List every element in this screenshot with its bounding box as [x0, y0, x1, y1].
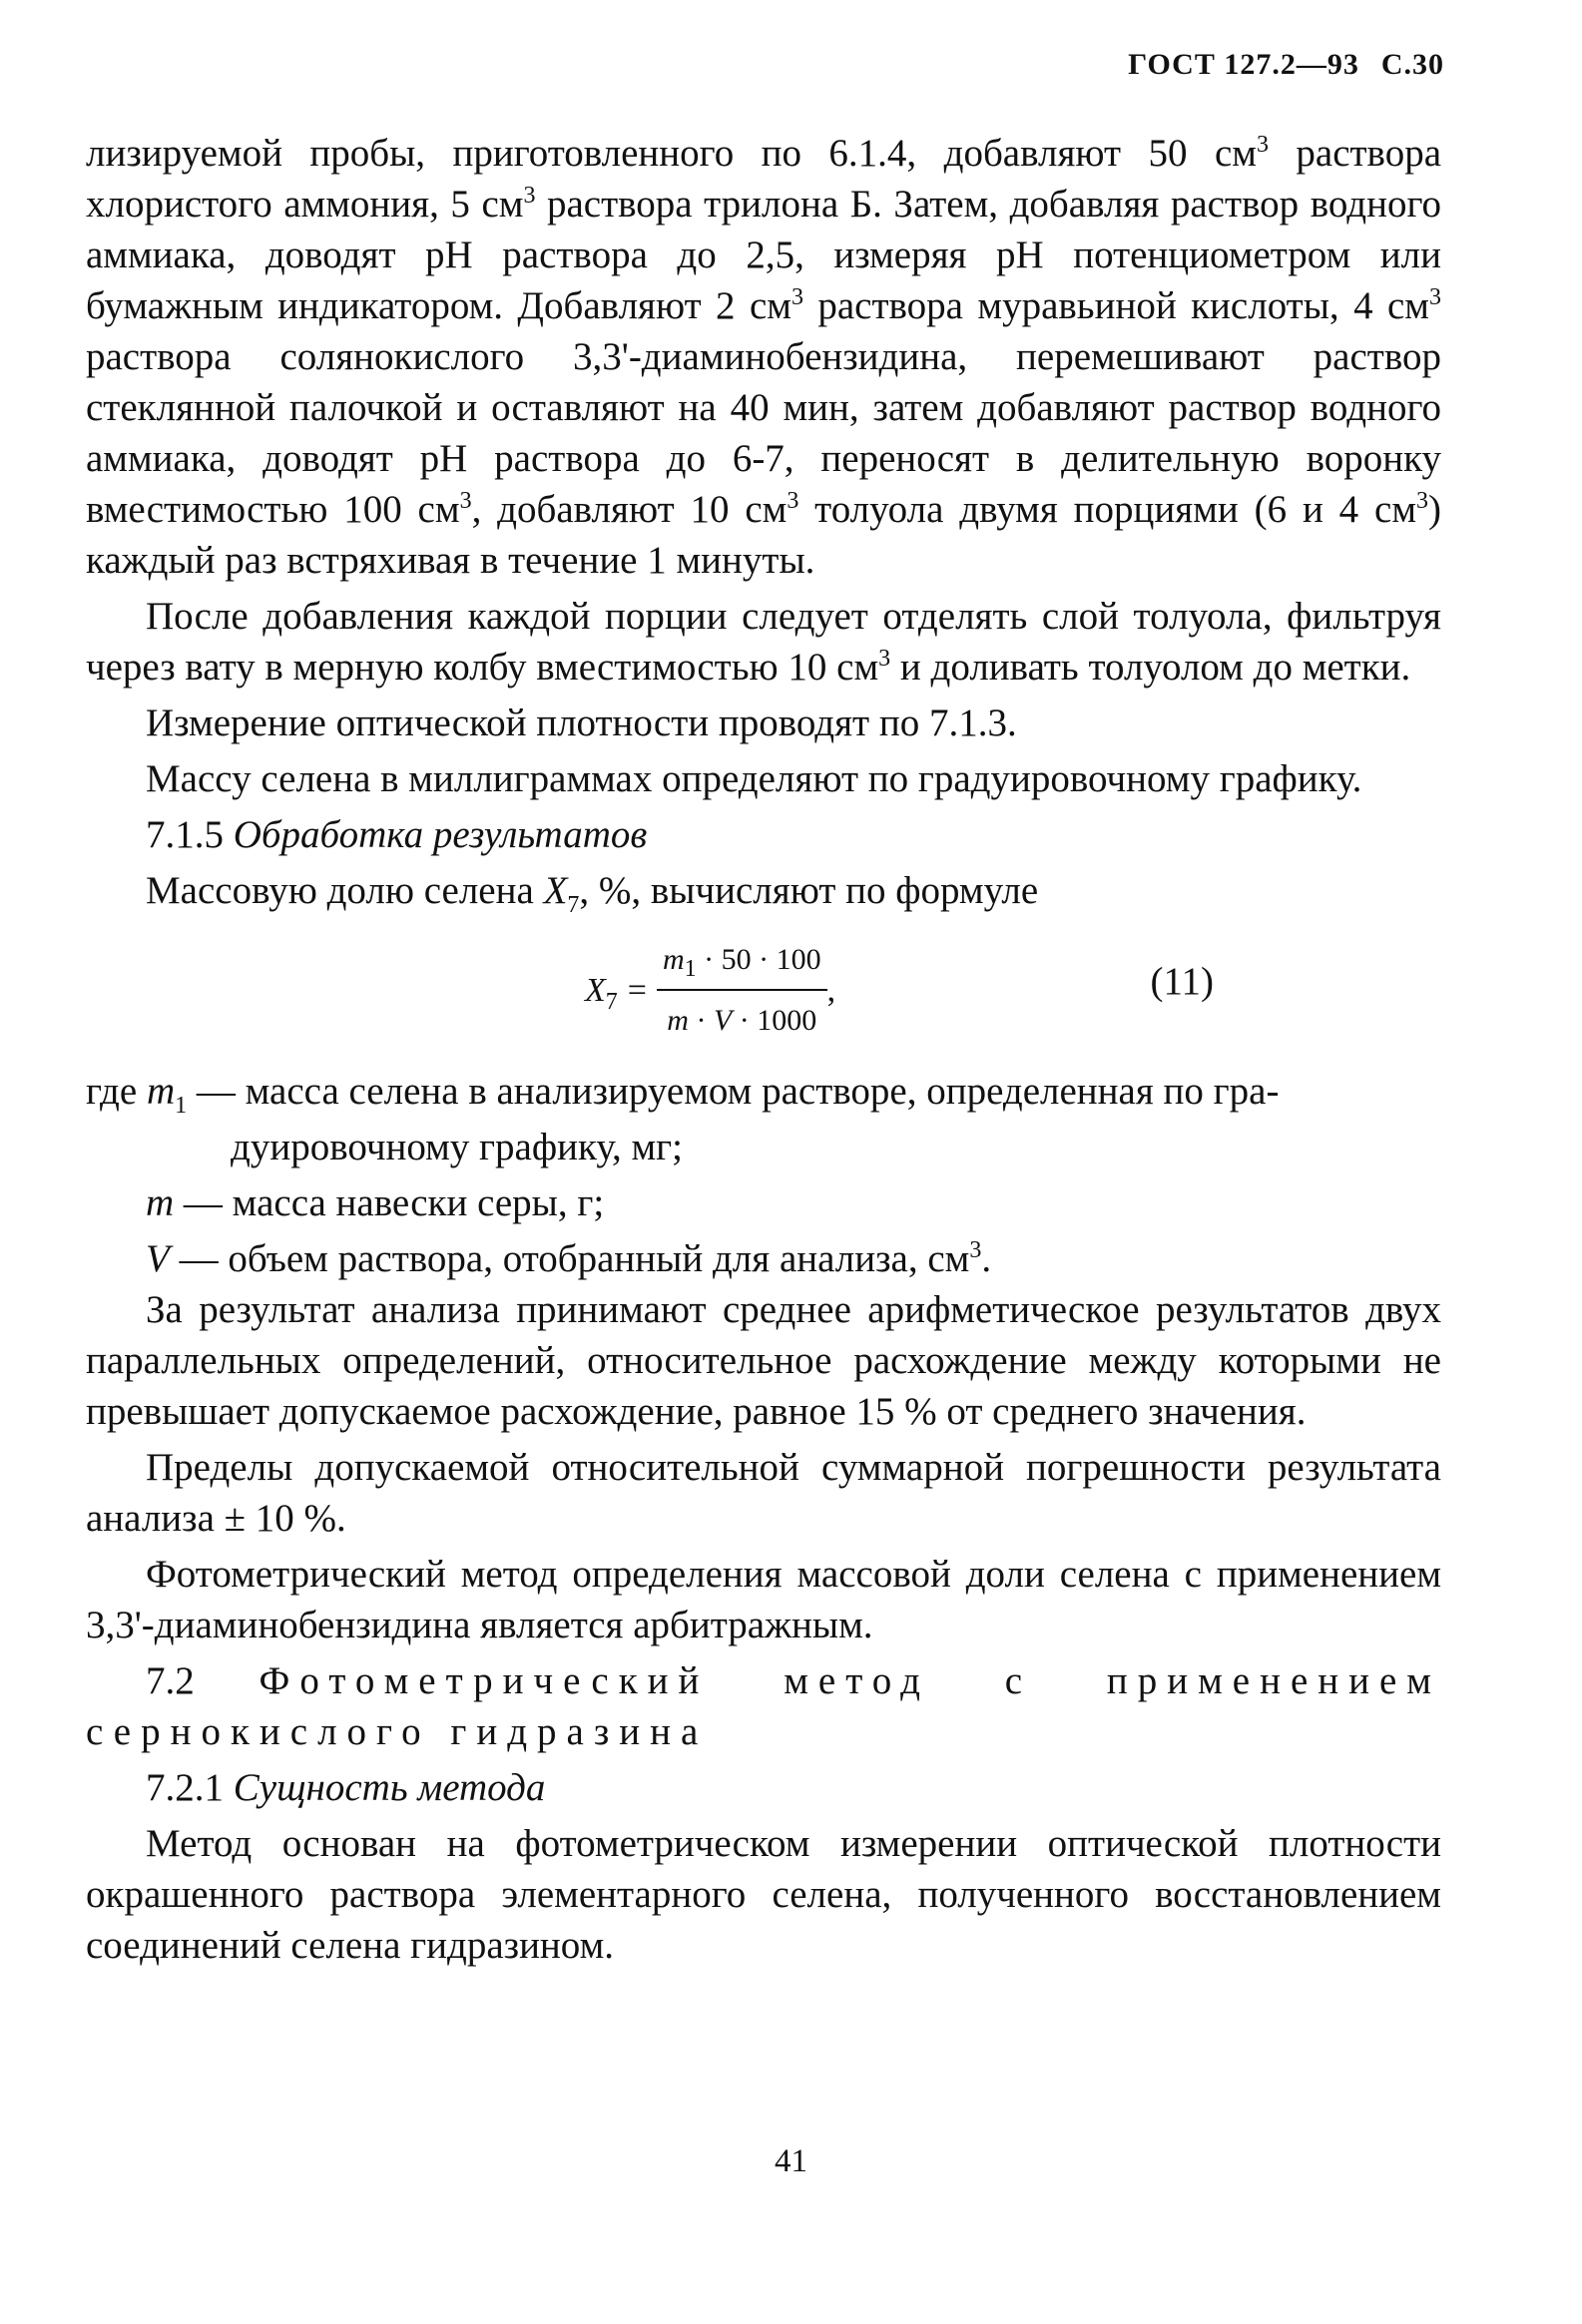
paragraph-error-limits: Пределы допускаемой относительной суммарной погрешности результата анализа ± 10 %. [86, 1446, 1441, 1540]
section-heading-7-2: 7.2 Фотометрический метод с применением сернокислого гидразина [86, 1659, 1441, 1753]
paragraph-result-averaging: За результат анализа принимают среднее арифметическое результатов двух параллельных определений, относительное расхождение между которыми не превышает допускаемое расхождение, равное 15 % от среднего значения. [86, 1288, 1441, 1433]
paragraph-arbitration-method: Фотометрический метод определения массовой доли селена с применением 3,3'-диаминобензидина является арбитражным. [86, 1553, 1441, 1646]
section-heading-7-1-5: 7.1.5 Обработка результатов [146, 813, 648, 856]
document-body [86, 128, 1441, 1971]
page-reference: С.30 [1380, 48, 1444, 81]
section-heading-7-2-1: 7.2.1 Сущность метода [146, 1766, 546, 1809]
legend-v: V — объем раствора, отобранный для анализа, $см^3$. [146, 1237, 992, 1280]
legend-m1: где $m_1$ — масса селена в анализируемом растворе, определенная по гра- [86, 1070, 1280, 1119]
paragraph-selenium-mass: Массу селена в миллиграммах определяют по градуировочному графику. [146, 757, 1362, 800]
formula-11 [86, 928, 1441, 1060]
formula-expression: $X_7$ = $\frac{m_1 \cdot 50 \cdot 100}{m \cdot V \cdot 1000}$ , [585, 934, 835, 1046]
paragraph-method-principle: Метод основан на фотометрическом измерении оптической плотности окрашенного раствора элементарного селена, полученного восстановлением соединений селена гидразином. [86, 1822, 1441, 1967]
page-header [1128, 48, 1444, 82]
paragraph-optical-density: Измерение оптической плотности проводят по 7.1.3. [146, 701, 1017, 744]
page-number: 41 [775, 2143, 807, 2179]
standard-number: ГОСТ 127.2—93 [1128, 48, 1359, 81]
paragraph-formula-intro: Массовую долю селена $X_7$, %, вычисляют по формуле [146, 869, 1039, 918]
paragraph-sample-preparation: лизируемой пробы, приготовленного по 6.1.4, добавляют 50 $см^3$ раствора хлористого аммония, 5 $см^3$ раствора трилона Б. Затем, добавляя раствор водного аммиака, доводят pH раствора до 2,5, измеряя pH потенциометром или бумажным индикатором. Добавляют 2 $см^3$ раствора муравьиной кислоты, 4 $см^3$ раствора солянокислого 3,3'-диаминобензидина, перемешивают раствор стеклянной палочкой и оставляют на 40 мин, затем добавляют раствор водного аммиака, доводят pH раствора до 6-7, переносят в делительную воронку вместимостью 100 $см^3$, добавляют 10 $см^3$ толуола двумя порциями (6 и 4 $см^3$) каждый раз встряхивая в течение 1 минуты. [86, 132, 1442, 582]
equation-number: (11) [1150, 960, 1214, 1003]
legend-m1-continued: дуировочному графику, мг; [231, 1126, 683, 1168]
paragraph-toluene-separation: После добавления каждой порции следует отделять слой толуола, фильтруя через вату в мерную колбу вместимостью 10 $см^3$ и доливать толуолом до метки. [86, 595, 1441, 689]
formula-fraction: $\frac{m_1 \cdot 50 \cdot 100}{m \cdot V \cdot 1000}$ [657, 934, 827, 1046]
formula-legend [86, 1066, 1441, 1284]
legend-m: m — масса навески серы, г; [146, 1181, 605, 1224]
